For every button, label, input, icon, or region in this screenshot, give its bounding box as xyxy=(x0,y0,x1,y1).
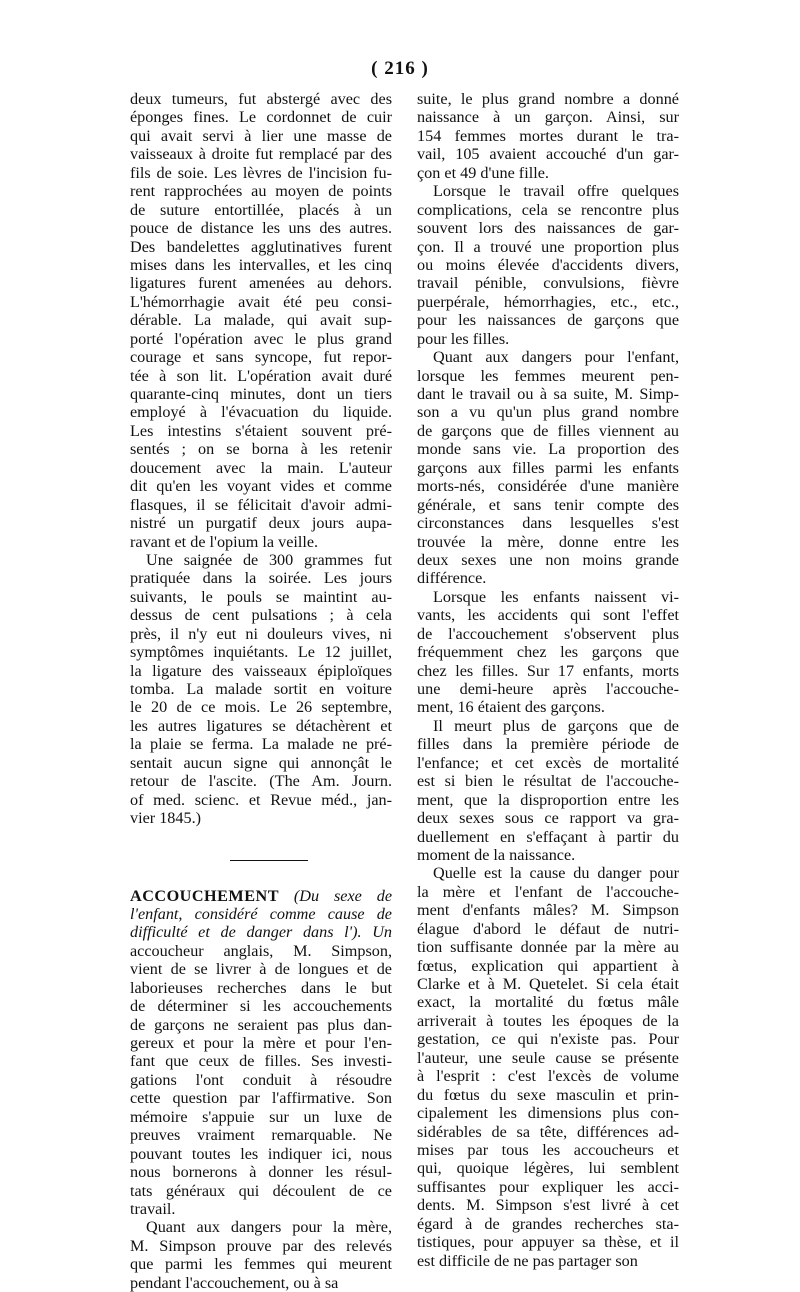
text-line: exact, la mortalité du fœtus mâle xyxy=(417,993,679,1012)
text-line: générale, et sans tenir compte des xyxy=(417,495,679,514)
text-line: près, il n'y eut ni douleurs vives, ni xyxy=(130,624,392,643)
text-line: vants, les accidents qui sont l'effet xyxy=(417,606,679,625)
text-line: nous bornerons à donner les résul- xyxy=(130,1163,392,1182)
text-line: Lorsque les enfants naissent vi- xyxy=(433,587,679,606)
text-line: à l'esprit : c'est l'excès de volume xyxy=(417,1067,679,1086)
text-line: les autres ligatures se détachèrent et xyxy=(130,716,392,735)
text-line: souvent lors des naissances de gar- xyxy=(417,219,679,238)
text-line: circonstances dans lesquelles s'est xyxy=(417,514,679,533)
text-line: fœtus, explication qui appartient à xyxy=(417,956,679,975)
text-line: çon et 49 d'une fille. xyxy=(417,163,549,182)
text-line: ment, que la disproportion entre les xyxy=(417,790,679,809)
text-line: L'hémorrhagie avait été peu consi- xyxy=(130,292,392,311)
text-line: de garçons que de filles viennent au xyxy=(417,421,679,440)
text-line: l'auteur, une seule cause se présente xyxy=(417,1048,679,1067)
text-line: la plaie se ferma. La malade ne pré- xyxy=(130,735,392,754)
text-line: dents. M. Simpson s'est livré à cet xyxy=(417,1196,679,1215)
text-line: flasques, il se félicitait d'avoir admi- xyxy=(130,495,392,514)
text-line: accoucheur anglais, M. Simpson, xyxy=(130,941,392,960)
text-line: élague d'abord le défaut de nutri- xyxy=(417,919,679,938)
text-line: suite, le plus grand nombre a donné xyxy=(417,90,679,108)
text-line: Quant aux dangers pour la mère, xyxy=(146,1218,392,1237)
text-line: pour les naissances de garçons que xyxy=(417,311,679,330)
text-line: Une saignée de 300 grammes fut xyxy=(146,550,392,569)
text-line: travail. xyxy=(130,1199,176,1218)
text-line: ment, 16 étaient des garçons. xyxy=(417,698,605,717)
text-line: la mère et l'enfant de l'accouche- xyxy=(417,882,679,901)
text-line: chez les filles. Sur 17 enfants, morts xyxy=(417,661,679,680)
text-line: cipalement les dimensions plus con- xyxy=(417,1104,679,1123)
text-line: 154 femmes mortes durant le tra- xyxy=(417,126,679,145)
text-line: puerpérale, hémorrhagies, etc., etc., xyxy=(417,292,679,311)
text-line: M. Simpson prouve par des relevés xyxy=(130,1236,392,1255)
text-line: cette question par l'affirmative. Son xyxy=(130,1089,392,1108)
text-line: égard à de grandes recherches sta- xyxy=(417,1214,679,1233)
text-line: porté l'opération avec le plus grand xyxy=(130,329,392,348)
text-line: naissance à un garçon. Ainsi, sur xyxy=(417,108,679,127)
text-line: pouce de distance les uns des autres. xyxy=(130,219,392,238)
text-line: suivants, le pouls se maintint au- xyxy=(130,587,392,606)
text-line: Clarke et à M. Quetelet. Si cela était xyxy=(417,975,679,993)
text-line: de l'accouchement s'observent plus xyxy=(417,624,679,643)
text-line: de suture entortillée, placés à un xyxy=(130,200,392,219)
right-column xyxy=(417,90,679,1270)
text-line: le 20 de ce mois. Le 26 septembre, xyxy=(130,698,392,717)
text-line: mises dans les intervalles, et les cinq xyxy=(130,255,392,274)
text-line: vaisseaux à droite fut remplacé par des xyxy=(130,145,392,164)
text-line: mises par tous les accoucheurs et xyxy=(417,1140,679,1159)
text-line: fréquemment chez les garçons que xyxy=(417,643,679,662)
text-line: tée à son lit. L'opération avait duré xyxy=(130,366,392,385)
text-line: fils de soie. Les lèvres de l'incision fu- xyxy=(130,163,392,182)
text-line: sidérables de sa tête, différences ad- xyxy=(417,1122,679,1141)
text-line: Quelle est la cause du danger pour xyxy=(433,864,679,883)
text-line: pour les filles. xyxy=(417,329,510,348)
text-line: est difficile de ne pas partager son xyxy=(417,1251,638,1270)
text-line: l'enfant, considéré comme cause de xyxy=(130,904,392,923)
text-line: pendant l'accouchement, ou à sa xyxy=(130,1273,339,1292)
text-line: la ligature des vaisseaux épiploïques xyxy=(130,661,392,680)
text-line: monde sans vie. La proportion des xyxy=(417,440,679,459)
left-column-article-text xyxy=(130,905,392,1292)
text-line: de garçons ne seraient pas plus dan- xyxy=(130,1015,392,1034)
text-line: sentés ; on se borna à les retenir xyxy=(130,440,392,459)
text-line: dit qu'en les voyant vides et comme xyxy=(130,477,392,496)
text-line: morts-nés, considérée d'une manière xyxy=(417,477,679,496)
text-line: de déterminer si les accouchements xyxy=(130,997,392,1016)
text-line: Lorsque le travail offre quelques xyxy=(433,182,679,201)
text-line: lorsque les femmes meurent pen- xyxy=(417,366,679,385)
text-line: of med. scienc. et Revue méd., jan- xyxy=(130,790,392,809)
text-line: tomba. La malade sortit en voiture xyxy=(130,680,392,698)
text-line: l'enfance; et cet excès de mortalité xyxy=(417,753,679,772)
text-line: travail pénible, convulsions, fièvre xyxy=(417,274,679,293)
text-line: dant le travail ou à sa suite, M. Simp- xyxy=(417,385,679,403)
text-line: ou moins élevée d'accidents divers, xyxy=(417,255,679,274)
text-line: gereux et pour la mère et pour l'en- xyxy=(130,1034,392,1052)
text-line: deux sexes sous ce rapport va gra- xyxy=(417,809,679,828)
article-heading: ACCOUCHEMENT xyxy=(130,886,279,905)
text-line: quarante-cinq minutes, dont un tiers xyxy=(130,385,392,403)
text-line: gestation, ce qui n'existe pas. Pour xyxy=(417,1030,679,1049)
text-line: ravant et de l'opium la veille. xyxy=(130,532,319,551)
text-line: garçons aux filles parmi les enfants xyxy=(417,458,679,477)
article-heading-line xyxy=(130,887,392,905)
text-line: vier 1845.) xyxy=(130,809,202,828)
text-line: symptômes inquiétants. Le 12 juillet, xyxy=(130,643,392,662)
text-line: moment de la naissance. xyxy=(417,845,576,864)
text-line: mémoire s'appuie sur un luxe de xyxy=(130,1107,392,1126)
text-line: ligatures furent amenées au dehors. xyxy=(130,274,392,293)
section-divider-rule xyxy=(230,860,308,861)
left-column-top-text xyxy=(130,90,392,828)
text-line: duellement en s'effaçant à partir du xyxy=(417,827,679,846)
text-line: tistiques, pour appuyer sa thèse, et il xyxy=(417,1233,679,1252)
text-line: dérable. La malade, qui avait sup- xyxy=(130,311,392,330)
text-line: doucement avec la main. L'auteur xyxy=(130,458,392,477)
right-column-text xyxy=(417,90,679,1270)
text-line: complications, cela se rencontre plus xyxy=(417,200,679,219)
text-line: retour de l'ascite. (The Am. Journ. xyxy=(130,772,392,791)
text-line: laborieuses recherches dans le but xyxy=(130,978,392,997)
text-line: est si bien le résultat de l'accouche- xyxy=(417,772,679,791)
text-line: trouvée la mère, donne entre les xyxy=(417,532,679,551)
text-line: son a vu qu'un plus grand nombre xyxy=(417,403,679,422)
text-line: ment d'enfants mâles? M. Simpson xyxy=(417,901,679,920)
text-line: qui avait servi à lier une masse de xyxy=(130,126,392,145)
text-line: Des bandelettes agglutinatives furent xyxy=(130,237,392,256)
text-line: suffisantes pour expliquer les acci- xyxy=(417,1177,679,1196)
text-line: Il meurt plus de garçons que de xyxy=(433,716,679,735)
page-number: ( 216 ) xyxy=(371,58,429,79)
text-line: difficulté et de danger dans l'). Un xyxy=(130,923,392,942)
text-line: deux sexes une non moins grande xyxy=(417,550,679,569)
text-line: qui, quoique légères, lui semblent xyxy=(417,1159,679,1178)
text-line: Les intestins s'étaient souvent pré- xyxy=(130,421,392,440)
text-line: gations l'ont conduit à résoudre xyxy=(130,1070,392,1089)
text-line: sentait aucun signe qui annonçât le xyxy=(130,753,392,772)
text-line: deux tumeurs, fut abstergé avec des xyxy=(130,90,392,108)
text-line: rent rapprochées au moyen de points xyxy=(130,182,392,201)
text-line: arriverait à toutes les époques de la xyxy=(417,1011,679,1030)
text-line: courage et sans syncope, fut repor- xyxy=(130,348,392,367)
text-line: preuves vraiment remarquable. Ne xyxy=(130,1126,392,1145)
article-subtitle: (Du sexe de xyxy=(293,886,392,905)
text-line: que parmi les femmes qui meurent xyxy=(130,1255,392,1274)
text-line: pouvant toutes les indiquer ici, nous xyxy=(130,1144,392,1163)
text-line: tats généraux qui découlent de ce xyxy=(130,1181,392,1200)
text-line: vail, 105 avaient accouché d'un gar- xyxy=(417,145,679,164)
text-line: différence. xyxy=(417,569,487,588)
text-line: tion suffisante donnée par la mère au xyxy=(417,938,679,957)
text-line: vient de se livrer à de longues et de xyxy=(130,960,392,979)
text-line: dessus de cent pulsations ; à cela xyxy=(130,606,392,625)
text-line: pratiquée dans la soirée. Les jours xyxy=(130,569,392,588)
text-line: une demi-heure après l'accouche- xyxy=(417,680,679,698)
text-line: du fœtus du sexe masculin et prin- xyxy=(417,1085,679,1104)
text-line: nistré un purgatif deux jours aupa- xyxy=(130,514,392,533)
text-line: fant que ceux de filles. Ses investi- xyxy=(130,1052,392,1071)
left-column xyxy=(130,90,392,1292)
text-line: éponges fines. Le cordonnet de cuir xyxy=(130,108,392,127)
text-line: employé à l'évacuation du liquide. xyxy=(130,403,392,422)
text-line: filles dans la première période de xyxy=(417,735,679,754)
text-line: çon. Il a trouvé une proportion plus xyxy=(417,237,679,256)
text-line: Quant aux dangers pour l'enfant, xyxy=(433,348,679,367)
